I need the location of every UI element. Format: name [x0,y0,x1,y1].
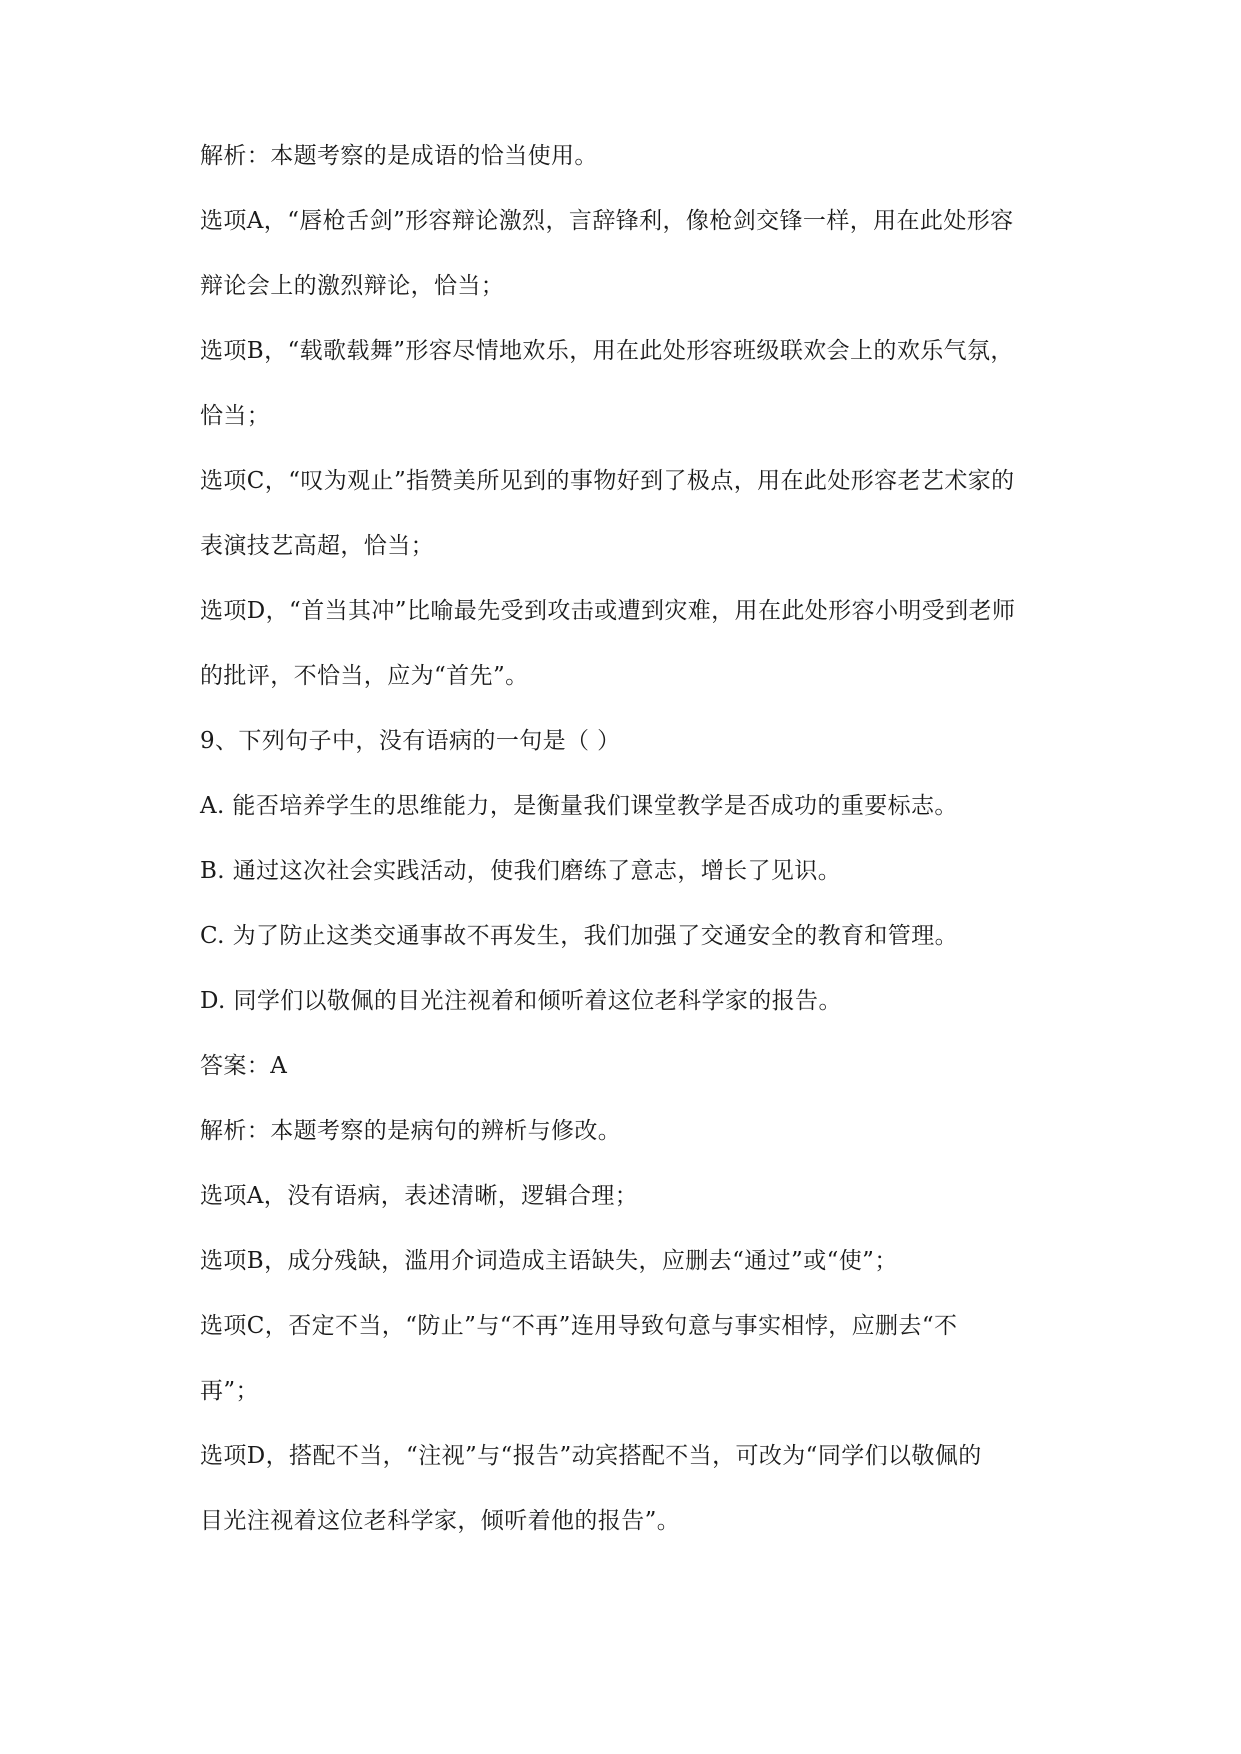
document-text [200,140,1080,1570]
option-c-analysis: 选项C，“叹为观止”指赞美所见到的事物好到了极点，用在此处形容老艺术家的 [200,468,1015,494]
option-a-analysis-cont: 辩论会上的激烈辩论，恰当； [200,273,505,299]
analysis-heading-1: 解析：本题考察的是成语的恰当使用。 [200,143,598,169]
option-d-analysis-cont: 的批评，不恰当，应为“首先”。 [200,663,529,689]
option-b-analysis-cont: 恰当； [200,403,271,429]
analysis-heading-2: 解析：本题考察的是病句的辨析与修改。 [200,1118,622,1144]
q9-option-c-analysis-cont: 再”； [200,1378,259,1404]
q9-option-b-analysis: 选项B，成分残缺，滥用介词造成主语缺失，应删去“通过”或“使”； [200,1248,898,1274]
choice-c: C. 为了防止这类交通事故不再发生，我们加强了交通安全的教育和管理。 [200,923,959,949]
q9-option-a-analysis: 选项A，没有语病，表述清晰，逻辑合理； [200,1183,639,1209]
q9-option-d-analysis-cont: 目光注视着这位老科学家，倾听着他的报告”。 [200,1508,681,1534]
option-d-analysis: 选项D，“首当其冲”比喻最先受到攻击或遭到灾难，用在此处形容小明受到老师 [200,598,1016,624]
option-a-analysis: 选项A，“唇枪舌剑”形容辩论激烈，言辞锋利，像枪剑交锋一样，用在此处形容 [200,208,1014,234]
answer: 答案：A [200,1053,288,1079]
q9-option-d-analysis: 选项D，搭配不当，“注视”与“报告”动宾搭配不当，可改为“同学们以敬佩的 [200,1443,982,1469]
option-b-analysis: 选项B，“载歌载舞”形容尽情地欢乐，用在此处形容班级联欢会上的欢乐气氛， [200,338,1014,364]
question-9: 9、下列句子中，没有语病的一句是（ ） [200,728,621,754]
choice-a: A. 能否培养学生的思维能力，是衡量我们课堂教学是否成功的重要标志。 [200,793,958,819]
q9-option-c-analysis: 选项C，否定不当，“防止”与“不再”连用导致句意与事实相悖，应删去“不 [200,1313,958,1339]
choice-d: D. 同学们以敬佩的目光注视着和倾听着这位老科学家的报告。 [200,988,842,1014]
option-c-analysis-cont: 表演技艺高超，恰当； [200,533,434,559]
choice-b: B. 通过这次社会实践活动，使我们磨练了意志，增长了见识。 [200,858,842,884]
